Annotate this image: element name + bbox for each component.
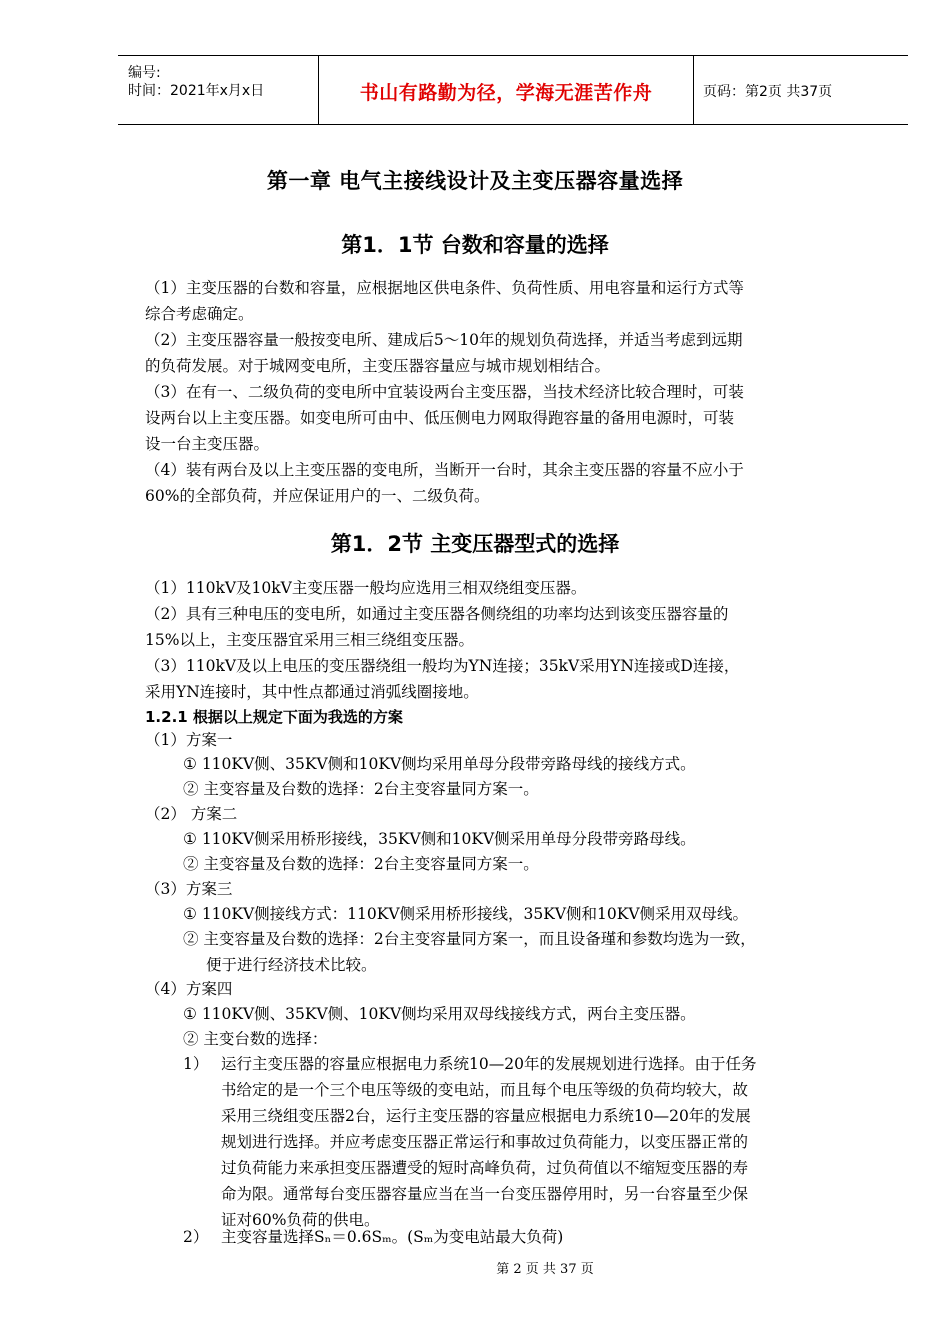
paragraph-line: （2）主变压器容量一般按变电所、建成后5～10年的规划负荷选择，并适当考虑到远期 [145, 331, 743, 349]
scheme-1-label: （1）方案一 [145, 731, 233, 749]
scheme-4-item-1: ① 110KV侧、35KV侧、10KV侧均采用双母线接线方式，两台主变压器。 [183, 1005, 696, 1023]
scheme-2-item-1: ① 110KV侧采用桥形接线，35KV侧和10KV侧采用单母分段带旁路母线。 [183, 830, 696, 848]
section-title-1-1: 第1．1节 台数和容量的选择 [341, 233, 609, 257]
paragraph-line: （3）110kV及以上电压的变压器绕组一般均为YN连接；35kV采用YN连接或D连接， [145, 657, 740, 675]
section-title-1-2: 第1．2节 主变压器型式的选择 [330, 532, 620, 556]
scheme-4-label: （4）方案四 [145, 980, 233, 998]
paragraph-line: （3）在有一、二级负荷的变电所中宜装设两台主变压器，当技术经济比较合理时，可装 [145, 383, 744, 401]
paragraph-line: 15%以上，主变压器宜采用三相三绕组变压器。 [145, 631, 474, 649]
document-number-label: 编号: [128, 65, 161, 81]
scheme-4-item-2: ② 主变台数的选择： [183, 1030, 328, 1048]
scheme-3-item-2-cont: 便于进行经济技术比较。 [206, 956, 377, 974]
header-middle-cell [318, 56, 694, 124]
point-1-number: 1） [183, 1055, 209, 1073]
page-footer: 第 2 页 共 37 页 [496, 1262, 594, 1277]
paragraph-line: （1）主变压器的台数和容量，应根据地区供电条件、负荷性质、用电容量和运行方式等 [145, 279, 744, 297]
scheme-3-item-1: ① 110KV侧接线方式：110KV侧采用桥形接线，35KV侧和10KV侧采用双母线。 [183, 905, 749, 923]
scheme-3-item-2: ② 主变容量及台数的选择：2台主变容量同方案一，而且设备瑾和参数均选为一致， [183, 930, 756, 948]
header-table [118, 55, 908, 125]
point-1-line: 规划进行选择。并应考虑变压器正常运行和事故过负荷能力，以变压器正常的 [221, 1133, 749, 1151]
point-2-number: 2） [183, 1228, 209, 1246]
paragraph-line: 采用YN连接时，其中性点都通过消弧线圈接地。 [145, 683, 479, 701]
paragraph-line: 的负荷发展。对于城网变电所，主变压器容量应与城市规划相结合。 [145, 357, 611, 375]
scheme-1-item-2: ② 主变容量及台数的选择：2台主变容量同方案一。 [183, 780, 539, 798]
scheme-2-item-2: ② 主变容量及台数的选择：2台主变容量同方案一。 [183, 855, 539, 873]
point-1-line: 采用三绕组变压器2台，运行主变压器的容量应根据电力系统10—20年的发展 [221, 1107, 751, 1125]
point-1-line: 过负荷能力来承担变压器遭受的短时高峰负荷，过负荷值以不缩短变压器的寿 [221, 1159, 749, 1177]
paragraph-line: 60%的全部负荷，并应保证用户的一、二级负荷。 [145, 487, 490, 505]
header-left-cell [118, 56, 318, 124]
point-2-text: 主变容量选择Sₙ＝0.6Sₘ。(Sₘ为变电站最大负荷) [221, 1228, 564, 1246]
document-time-label: 时间：2021年x月x日 [128, 83, 265, 99]
point-1-line: 书给定的是一个三个电压等级的变电站，而且每个电压等级的负荷均较大，故 [221, 1081, 749, 1099]
scheme-1-item-1: ① 110KV侧、35KV侧和10KV侧均采用单母分段带旁路母线的接线方式。 [183, 755, 696, 773]
header-motto: 书山有路勤为径，学海无涯苦作舟 [359, 82, 653, 104]
scheme-2-label: （2） 方案二 [145, 805, 238, 823]
paragraph-line: （1）110kV及10kV主变压器一般均应选用三相双绕组变压器。 [145, 579, 587, 597]
paragraph-line: （4）装有两台及以上主变压器的变电所，当断开一台时，其余主变压器的容量不应小于 [145, 461, 744, 479]
paragraph-line: （2）具有三种电压的变电所，如通过主变压器各侧绕组的功率均达到该变压器容量的 [145, 605, 729, 623]
point-1-line: 运行主变压器的容量应根据电力系统10—20年的发展规划进行选择。由于任务 [221, 1055, 757, 1073]
header-page-label: 页码：第2页 共37页 [703, 84, 833, 100]
point-1-line: 证对60%负荷的供电。 [221, 1211, 380, 1229]
scheme-3-label: （3）方案三 [145, 880, 233, 898]
point-1-line: 命为限。通常每台变压器容量应当在当一台变压器停用时，另一台容量至少保 [221, 1185, 749, 1203]
header-right-cell [693, 56, 908, 124]
paragraph-line: 综合考虑确定。 [145, 305, 254, 323]
subsection-heading: 1.2.1 根据以上规定下面为我选的方案 [145, 708, 403, 726]
chapter-title: 第一章 电气主接线设计及主变压器容量选择 [266, 169, 684, 193]
paragraph-line: 设两台以上主变压器。如变电所可由中、低压侧电力网取得跑容量的备用电源时，可装 [145, 409, 735, 427]
paragraph-line: 设一台主变压器。 [145, 435, 270, 453]
